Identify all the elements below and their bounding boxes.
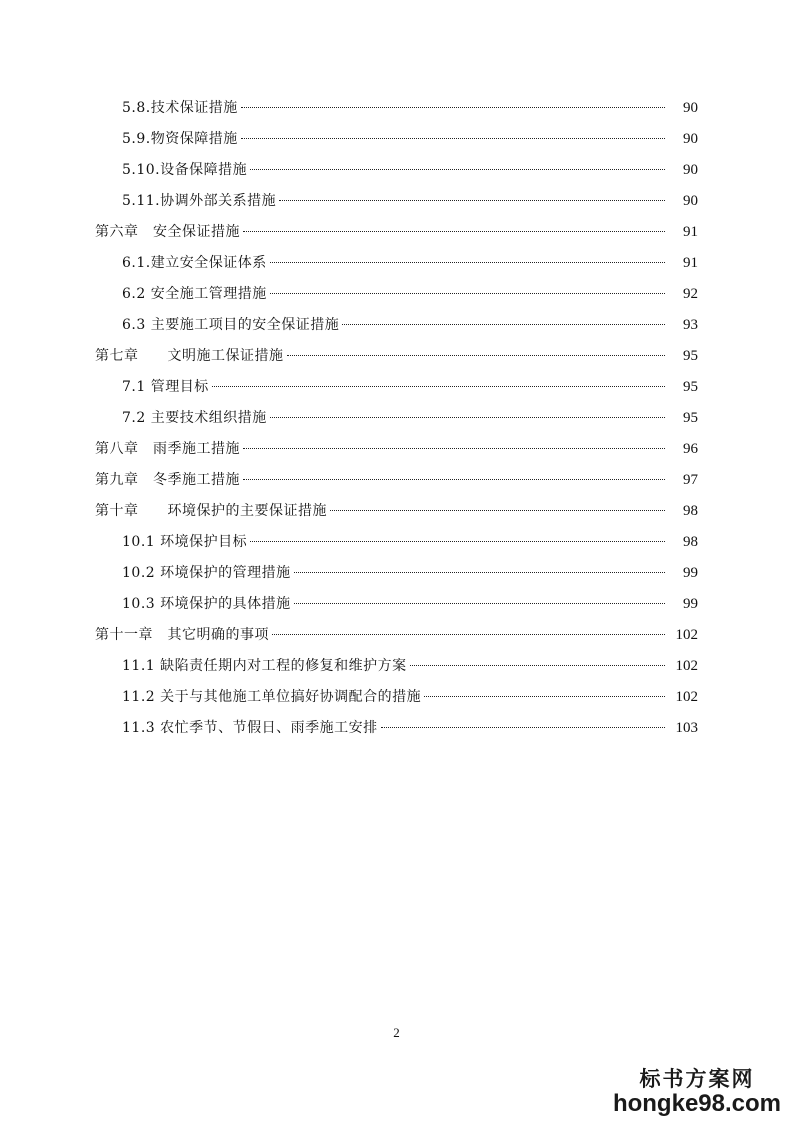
dot-leader: [294, 572, 665, 573]
toc-entry-chapter-10[interactable]: [0, 496, 793, 527]
toc-entry-10-3[interactable]: [0, 589, 793, 620]
dot-leader: [287, 355, 666, 356]
toc-entry-page: 91: [683, 224, 698, 240]
toc-entry-page: 95: [683, 410, 698, 426]
toc-entry-5-8[interactable]: [0, 93, 793, 124]
toc-entry-page: 98: [683, 534, 698, 550]
toc-entry-page: 91: [683, 255, 698, 271]
dot-leader: [241, 138, 665, 139]
toc-entry-page: 95: [683, 348, 698, 364]
toc-entry-title: 5.9.物资保障措施: [122, 131, 238, 147]
site-watermark: [613, 1068, 781, 1116]
dot-leader: [243, 479, 665, 480]
toc-entry-11-2[interactable]: [0, 682, 793, 713]
toc-entry-title: 7.1 管理目标: [122, 379, 209, 395]
toc-entry-title: 6.2 安全施工管理措施: [122, 286, 267, 302]
toc-entry-11-3[interactable]: [0, 713, 793, 744]
toc-entry-page: 99: [683, 596, 698, 612]
toc-entry-title: 6.1.建立安全保证体系: [122, 255, 267, 271]
dot-leader: [212, 386, 665, 387]
dot-leader: [330, 510, 665, 511]
toc-entry-10-1[interactable]: [0, 527, 793, 558]
page-number: 2: [393, 1025, 400, 1040]
toc-entry-10-2[interactable]: [0, 558, 793, 589]
toc-entry-page: 90: [683, 100, 698, 116]
dot-leader: [270, 417, 665, 418]
toc-entry-6-2[interactable]: [0, 279, 793, 310]
dot-leader: [241, 107, 665, 108]
dot-leader: [410, 665, 665, 666]
toc-entry-page: 99: [683, 565, 698, 581]
toc-entry-page: 97: [683, 472, 698, 488]
toc-entry-title: 第十章 环境保护的主要保证措施: [95, 503, 327, 519]
dot-leader: [342, 324, 665, 325]
toc-entry-chapter-11[interactable]: [0, 620, 793, 651]
toc-entry-title: 第九章 冬季施工措施: [95, 472, 240, 488]
toc-entry-11-1[interactable]: [0, 651, 793, 682]
dot-leader: [272, 634, 665, 635]
toc-entry-chapter-6[interactable]: [0, 217, 793, 248]
toc-entry-title: 10.1 环境保护目标: [122, 534, 248, 550]
toc-entry-title: 第八章 雨季施工措施: [95, 441, 240, 457]
toc-entry-page: 90: [683, 162, 698, 178]
toc-entry-title: 5.11.协调外部关系措施: [122, 193, 277, 209]
dot-leader: [381, 727, 665, 728]
toc-entry-chapter-8[interactable]: [0, 434, 793, 465]
toc-entry-7-1[interactable]: [0, 372, 793, 403]
toc-entry-5-10[interactable]: [0, 155, 793, 186]
dot-leader: [424, 696, 665, 697]
dot-leader: [279, 200, 665, 201]
toc-entry-title: 第六章 安全保证措施: [95, 224, 240, 240]
toc-entry-page: 92: [683, 286, 698, 302]
watermark-url: hongke98.com: [612, 1090, 781, 1117]
watermark-name: 标书方案网: [639, 1066, 755, 1091]
dot-leader: [250, 169, 665, 170]
toc-entry-page: 96: [683, 441, 698, 457]
toc-entry-page: 103: [675, 720, 698, 736]
toc-entry-title: 7.2 主要技术组织措施: [122, 410, 267, 426]
toc-entry-title: 10.2 环境保护的管理措施: [122, 565, 291, 581]
toc-entry-chapter-9[interactable]: [0, 465, 793, 496]
toc-entry-title: 第十一章 其它明确的事项: [95, 627, 269, 643]
dot-leader: [250, 541, 665, 542]
dot-leader: [294, 603, 665, 604]
toc-entry-7-2[interactable]: [0, 403, 793, 434]
dot-leader: [243, 231, 665, 232]
dot-leader: [270, 293, 665, 294]
toc-entry-chapter-7[interactable]: [0, 341, 793, 372]
dot-leader: [243, 448, 665, 449]
toc-entry-5-9[interactable]: [0, 124, 793, 155]
toc-entry-title: 第七章 文明施工保证措施: [95, 348, 284, 364]
toc-entry-title: 10.3 环境保护的具体措施: [122, 596, 291, 612]
toc-entry-page: 102: [675, 627, 698, 643]
table-of-contents: [0, 93, 793, 744]
toc-entry-title: 11.3 农忙季节、节假日、雨季施工安排: [122, 720, 378, 736]
toc-entry-page: 102: [675, 658, 698, 674]
toc-entry-page: 102: [675, 689, 698, 705]
toc-entry-title: 6.3 主要施工项目的安全保证措施: [122, 317, 340, 333]
toc-entry-page: 95: [683, 379, 698, 395]
toc-entry-page: 90: [683, 193, 698, 209]
toc-entry-page: 93: [683, 317, 698, 333]
toc-entry-title: 5.10.设备保障措施: [122, 162, 248, 178]
toc-entry-title: 5.8.技术保证措施: [122, 100, 238, 116]
toc-entry-title: 11.1 缺陷责任期内对工程的修复和维护方案: [122, 658, 407, 674]
toc-entry-6-3[interactable]: [0, 310, 793, 341]
toc-entry-page: 98: [683, 503, 698, 519]
toc-entry-title: 11.2 关于与其他施工单位搞好协调配合的措施: [122, 689, 422, 705]
dot-leader: [270, 262, 665, 263]
toc-entry-6-1[interactable]: [0, 248, 793, 279]
toc-entry-5-11[interactable]: [0, 186, 793, 217]
toc-entry-page: 90: [683, 131, 698, 147]
